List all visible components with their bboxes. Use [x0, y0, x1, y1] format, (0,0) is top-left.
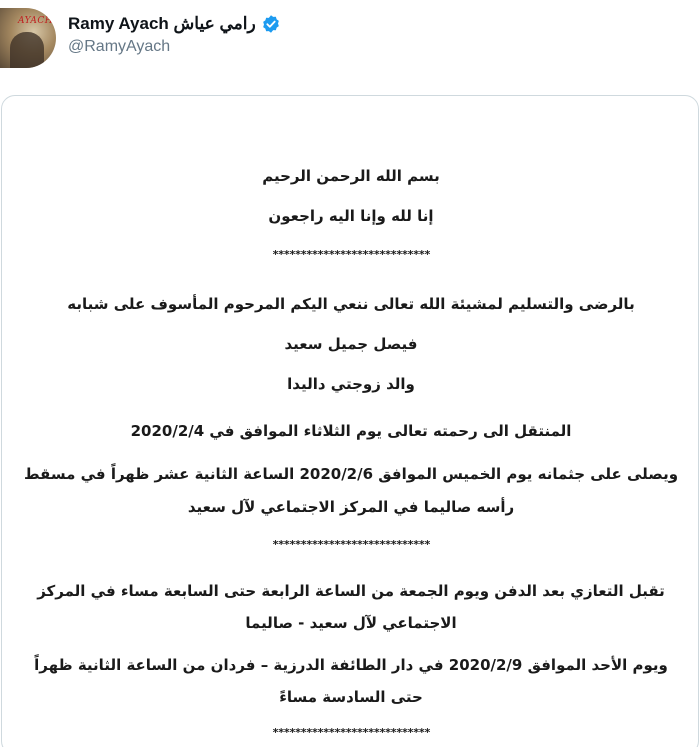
- doc-funeral-line-1: ويصلى على جثمانه يوم الخميس الموافق 2020/2/6 الساعة الثانية عشر ظهراً في مسقط: [23, 465, 679, 483]
- doc-funeral-line-2: رأسه صاليما في المركز الاجتماعي لآل سعيد: [187, 498, 515, 516]
- attached-image[interactable]: [1, 95, 699, 747]
- display-name[interactable]: Ramy Ayach رامي عياش: [68, 14, 256, 33]
- avatar[interactable]: [0, 8, 56, 68]
- doc-intro: بالرضى والتسليم لمشيئة الله تعالى ننعي اليكم المرحوم المأسوف على شبابه: [67, 295, 635, 313]
- doc-relation: والد زوجتي داليدا: [287, 375, 415, 393]
- doc-death-date: المنتقل الى رحمته تعالى يوم الثلاثاء الموافق في 2020/2/4: [130, 422, 572, 440]
- doc-sunday-line-1: ويوم الأحد الموافق 2020/2/9 في دار الطائفة الدرزية – فردان من الساعة الثانية ظهراً: [34, 656, 668, 674]
- doc-inna-lillah: إنا لله وإنا اليه راجعون: [268, 207, 434, 225]
- doc-deceased-name: فيصل جميل سعيد: [284, 335, 418, 353]
- doc-condolence-line-2: الاجتماعي لآل سعيد - صاليما: [245, 614, 457, 632]
- name-row: [68, 12, 281, 36]
- verified-badge-icon: [261, 14, 281, 34]
- user-handle[interactable]: @RamyAyach: [68, 38, 171, 55]
- tweet-header: [0, 0, 700, 80]
- doc-basmala: بسم الله الرحمن الرحيم: [262, 167, 440, 185]
- doc-separator-3: ****************************: [272, 726, 430, 739]
- doc-sunday-line-2: حتى السادسة مساءً: [279, 688, 423, 706]
- doc-condolence-line-1: تقبل التعازي بعد الدفن ويوم الجمعة من الساعة الرابعة حتى السابعة مساء في المركز: [37, 582, 665, 600]
- doc-separator-1: ****************************: [272, 248, 430, 261]
- avatar-figure: [10, 32, 44, 68]
- doc-separator-2: ****************************: [272, 538, 430, 551]
- avatar-logo-text: AYACH: [18, 16, 54, 26]
